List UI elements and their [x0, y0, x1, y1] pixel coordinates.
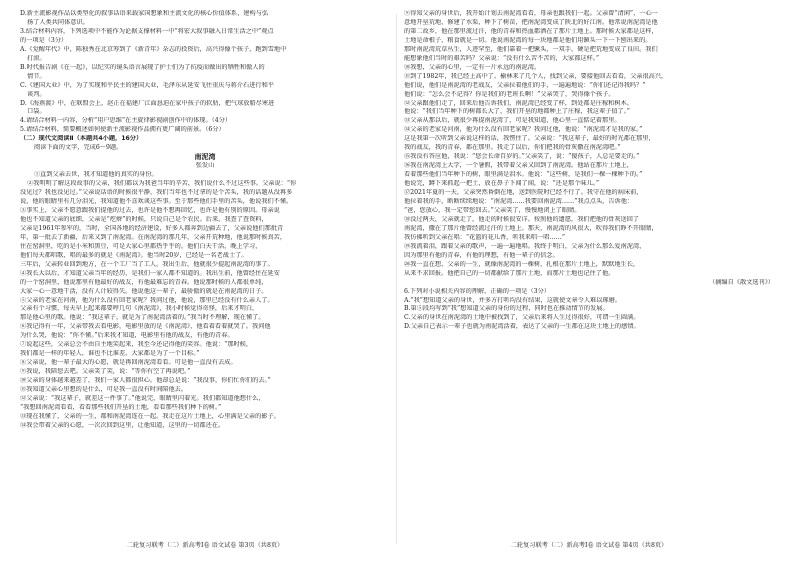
text-line: D.父亲自己表示一辈子也就为南泥湾活着，表达了父亲的一生都在这块土地上的感情。	[404, 323, 640, 331]
text-line: 我的战友，我的青春，都在那里。我走了以后，你们把我的骨灰撒在南泥湾吧。”	[404, 144, 621, 152]
text-line: 阅读下面的文字，完成6～9题。	[34, 144, 123, 152]
text-line: 扬了人类共同体意识。	[27, 18, 89, 26]
text-line: 这是我第一次听到父亲说这样的话，我愣住了。父亲说：“我这辈子，最好的时光都在那里，	[404, 135, 655, 143]
text-line: 的第二故乡，他在那里流过汗，他的青春和热血都洒在了那片土地上。那时候大家都是这样，	[404, 27, 658, 35]
text-line: （二）现代文阅读Ⅱ（本题共4小题，16分）	[20, 135, 143, 143]
text-line: 打滚。	[27, 54, 46, 62]
text-line: C.父亲的身世在南泥湾的土地中被找到了，父亲后来将人生过得很好，可谓一生圆满。	[404, 314, 640, 322]
text-line: 大家一心一意地干活，没有人计较得失。他说他这一辈子，最骄傲的就是在南泥湾的日子。	[20, 287, 268, 295]
text-line: 他拉着我的手，断断续续地说：“南泥湾……我要回南泥湾……”我点点头，告诉他：	[404, 198, 634, 206]
text-line: ⑮我没有答应他，我说：“您会长命百岁的。”父亲笑了，说：“傻孩子，人总是要走的。”	[404, 153, 640, 161]
text-line: ⑦说起这些，父亲总会不由自主地笑起来，我至今还记得他的笑容。他说：“那时候，	[20, 341, 253, 349]
text-line: 那时南泥湾荒草丛生，人迹罕至，他们靠着一把镢头，一双手，硬是把荒地变成了良田。我们	[404, 45, 658, 53]
text-line: 6.下列对小说相关内容的理解，正确的一项是（3分）	[404, 287, 550, 295]
text-line: 他也不知道父亲的底细，父亲是“疙瘩”的时候，只说自己是个农民。后来，我查了查资料，	[20, 215, 268, 223]
text-line: 父亲是1961年参军的，当时，全国各地的经济建设，好多人都奔到边疆去了，父亲说他们那批青	[20, 224, 284, 232]
text-line: 他说：“我们当年种下的树都长大了，我们开垦的地都种上了庄稼，我这辈子值了。”	[404, 108, 630, 116]
text-line: （摘编自《散文选刊》）	[709, 278, 774, 286]
text-line: 因为那里有他的青春，有他的理想，有他一辈子的信念。	[404, 251, 559, 259]
text-line: 他们说，他们是南泥湾的老战友，父亲拉着他们的手，一遍遍地说：“你们还记得我吗？”	[404, 81, 646, 89]
text-line: 张发山	[195, 162, 215, 170]
text-line: 住在窑洞里，吃的是小米和黑豆，可是大家心里都热乎乎的。他们白天干活，晚上学习，	[20, 242, 262, 250]
text-line: C.《建国大业》中，为了实现和平民主的建国大业，毛泽东从延安飞往重庆与蒋介石进行和平	[20, 81, 274, 89]
text-line: ⑤父亲的老家在河南，他为什么没有回老家呢？我问过他，他说，那里已经没有什么亲人了。	[20, 296, 274, 304]
text-line: 土地是命根子，粮食就是一切。他说南泥湾的每一块地都是他们用镢头一下一下刨出来的。	[404, 36, 652, 44]
text-line: ⑫父亲跟他们走了，回来后他告诉我们，南泥湾已经变了样，到处都是庄稼和树木。	[404, 99, 633, 107]
text-line: 他们说：“怎么会不记得？你是我们的老班长啊！”父亲哭了，哭得像个孩子。	[404, 90, 615, 98]
text-line: D.《海燕渡》中，在联盟会上，赵正在福建厂江面恳迫在家中孩子的软肋，把气球放船尽寒进	[20, 99, 275, 107]
text-line: 看着那些他们当年种下的树，眼里满是泪水。他说：“这些树，是我们一棵一棵种下的。”	[404, 171, 643, 179]
text-line: ⑨得知父亲的身世后，我开始计划去南泥湾看看，母亲也跟我们一起。父亲曾“清闲”，一心一	[404, 10, 658, 17]
text-line: ⑩父亲的身体越来越差了，我们一家人都很担心。他却总是说：“我没事，你们忙你们的去。”	[20, 377, 271, 385]
text-line: 从来不求回报。他把自己的一切都献给了那片土地，而那片土地也记住了他。	[404, 269, 615, 277]
text-line: 意地开垦荒地，修建了水渠，种下了树苗，把南泥湾变成了陕北的好江南。他常说南泥湾是他	[404, 18, 658, 26]
text-line: “我想回南泥湾看看，看看那些我们开垦的土地，看看那些我们种下的树。”	[20, 403, 222, 411]
text-line: ⑩我想，父亲的心里，一定有一片永远的南泥湾。	[404, 63, 541, 71]
text-line: ⑭我会带着父亲的心愿，一次次回到这里，让他知道，这里的一切都还在。	[20, 421, 225, 429]
text-line: 谈判。	[27, 90, 46, 98]
text-line: ⑱没过两天，父亲就走了，他走的时候很安详。按照他的遗愿，我们把他的骨灰送回了	[404, 215, 640, 223]
text-line: 那是他心里的歌。他说：“我这辈子，就是为了南泥湾活着的。”我当时不理解，现在懂了。	[20, 314, 265, 322]
text-line: 能想象他们当时的艰苦吗？父亲说：“没有什么苦不苦的，大家都这样。”	[404, 54, 600, 62]
text-line: ⑧父亲说，他一辈子最大的心愿，就是再回南泥湾看看。可是他一直没有去成。	[20, 359, 237, 367]
text-line: 的一项是（3分）	[20, 36, 68, 44]
text-line: 父亲有个习惯，每天早上起来都要哼几句《南泥湾》，我小时候觉得奇怪，后来才明白，	[20, 305, 259, 313]
text-line: B.第⑤段均写到“我”想知道父亲的身份的过程，同时也在推动情节的发展。	[404, 305, 609, 313]
text-line: 情节。	[27, 72, 46, 80]
text-line: ⑰2021年夏的一天，父亲突然昏倒在地，送到医院时已经不行了。我守在他的病床前，	[404, 189, 643, 197]
text-line: ⑨我说，我陪您去吧。父亲笑了笑，说：“等你有空了再说吧。”	[20, 368, 191, 376]
text-line: 南泥湾	[194, 153, 216, 162]
text-line: 我们都是一样的年轻人，谁也不比谁差，大家都是为了一个目标。”	[20, 350, 200, 358]
text-line: B.时代报告剧《在一起》，以纪实的镜头语言展现了护士们为了抗疫而做出的牺牲和傲人的	[20, 63, 265, 71]
text-line: D.新主流影视作品以类型化的叙事话语来载家国想象和主流文化的核心价值体系，建构与弘	[20, 10, 269, 17]
text-line: ⑯我在南泥湾上大学，一个暑假，我带着父亲又回到了南泥湾。他站在那片土地上，	[404, 162, 633, 170]
page-4-footer: 二轮复习联考（二）新高考Ⅰ卷 语文试卷 第4页（共8页）	[510, 542, 668, 549]
text-line: 的一个窑洞里，他说那里有他最好的战友，有他最难忘的青春。他说那时候的人都很单纯，	[20, 278, 268, 286]
text-line: 口袋。	[27, 108, 46, 116]
text-line: ⑫父亲说：“我这辈子，就差这一件事了。”他说完，眼睛里闪着光。我们都知道他想什么，	[20, 394, 265, 402]
text-line: 他们每天都唱歌，唱的最多的就是《南泥湾》。他当时20岁，已经是一名老战士了。	[20, 251, 248, 259]
text-line: ④我长大以后，才知道父亲当年的经历，是我们一家人都不知道的。我出生前，他曾经住在延安	[20, 269, 280, 277]
text-line: ②我明明了解这段故事的父亲，我们都以为我爸当年的辛苦，我们说什么不过这些事。父亲说：“你	[27, 180, 297, 188]
text-line: ⑬父亲从那以后，就很少再提南泥湾了，可是我知道，他心里一直惦记着那里。	[404, 117, 621, 125]
page-3-footer: 二轮复习联考（二）新高考Ⅰ卷 语文试卷 第3页（共8页）	[126, 542, 284, 549]
text-line: 我仿佛听到父亲在唱：“花篮的花儿香，听我来唱一唱……”	[404, 233, 566, 241]
text-line: ⑳我一直在想，父亲的一生，就像南泥湾的一棵树，扎根在那片土地上，默默地生长，	[404, 260, 640, 268]
text-line: ③事实上，父亲不愿意跟我们提他的过去，也许是他不想再回忆，也许是他有别的原因。母亲说	[20, 206, 280, 214]
text-line: ⑲我流着泪，跟着父亲的歌声，一遍一遍地唱。我终于明白，父亲为什么那么爱南泥湾，	[404, 242, 646, 250]
text-line: 4.请结合材料一内容，分析“用户思维”在主旋律影视剧创作中的体现。（4分）	[20, 117, 232, 125]
text-line: 他说完，蹲下来抓起一把土，放在鼻子下闻了闻，说：“还是那个味儿。”	[404, 180, 600, 188]
text-line: 南泥湾，撒在了那片他曾经流过汗的土地上。那天，南泥湾的风很大，吹得我们睁不开眼睛，	[404, 224, 658, 232]
text-line: A.“我”想知道父亲的身世，并多方打听均没有结果，这就使文章令人难以琢磨。	[404, 296, 621, 304]
text-line: ①直到父亲去世，我才知道他的真实的身份。	[34, 171, 158, 179]
text-line: 没见过？我也没见过。”父亲说话语的时候很平静，我们当年也不过拿的是个苦头，我的话题从没再多	[20, 189, 293, 197]
text-line: ⑭父亲的老家是河南，他为什么没有回老家呢？我问过他，他说：“南泥湾才是我的家。”	[404, 126, 643, 134]
text-line: 为什么哭，他说：“你不懂。”后来我才知道，电影里有他的战友，有他的青春。	[20, 332, 234, 340]
text-line: ⑬现在我懂了，父亲的一生，都和南泥湾连在一起。我走在这片土地上，心里满是父亲的影子。	[20, 412, 280, 420]
text-line: ⑪我知道父亲心里想的是什么，可是我一直没有时间陪他去。	[20, 386, 188, 394]
text-line: A.《觉醒年代》中，陈独秀在北京筹到了《新青年》杂志的投资后，高兴得像个孩子，跑到雪地中	[20, 45, 287, 53]
text-line: ⑪到了1982年，我已经上高中了。榆林来了几个人，找到父亲，要接他回去看看，父亲很高兴，	[404, 72, 668, 80]
text-line: 年，第一批去了新疆，后来又到了南泥湾。在南泥湾的那几年，父亲开荒种地，他说那时候真苦，	[20, 233, 287, 241]
text-line: 5.请结合材料，简要概述如何使新主流影视作品拥有更广阔的前景。（6分）	[20, 126, 225, 134]
text-line: “爸，您放心，我一定带您回去。”父亲笑了，慢慢地闭上了眼睛。	[404, 206, 581, 214]
text-line: 3.结合材料内容，下列选项中不能作为论据支撑材料一中“将宏大叙事融入日常生活之中”观点	[20, 27, 274, 35]
text-line: ⑥我记得有一年，父亲带我去看电影，电影里放的是《南泥湾》，他看着看着就哭了。我问他	[20, 323, 271, 331]
exam-page-4	[404, 10, 774, 550]
page-3-text	[20, 10, 390, 530]
page-4-text	[404, 10, 774, 530]
text-line: 说，他的眼睛里有几分泪光，我知道他不喜欢谈这些事。至于那些他们手里的苦头，他说我们不懂。	[20, 198, 293, 206]
text-line: 三年后，父亲转业回到地方，在一个工厂当了工人。我出生后，他就很少提起南泥湾的事了。	[20, 260, 274, 268]
page-divider	[396, 14, 397, 544]
exam-page-3	[20, 10, 390, 550]
